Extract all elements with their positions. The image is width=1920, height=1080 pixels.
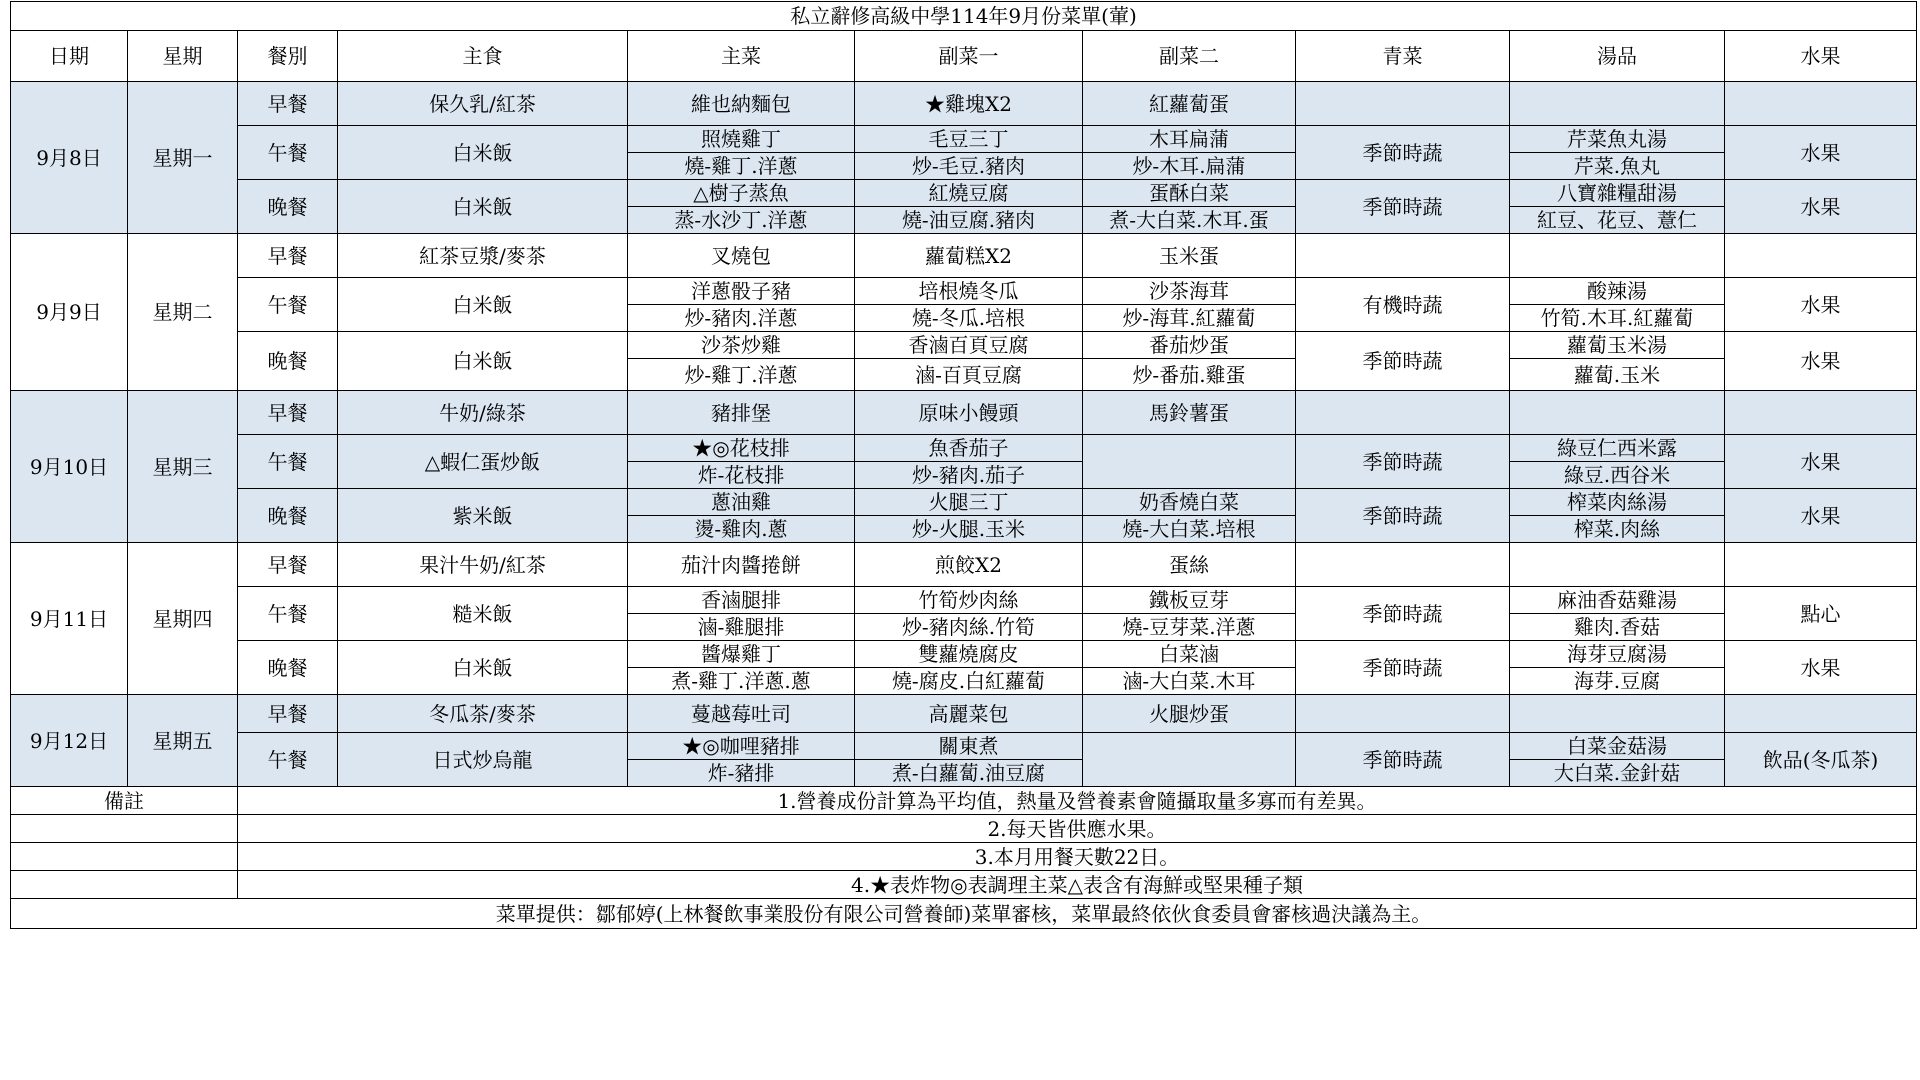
soup-cell xyxy=(1510,695,1725,733)
veg-cell xyxy=(1296,82,1510,126)
side-dish-1-detail: 燒-油豆腐.豬肉 xyxy=(855,207,1083,234)
meal-label: 早餐 xyxy=(238,391,338,435)
column-header: 副菜二 xyxy=(1083,31,1296,82)
side-dish-2-cell: 奶香燒白菜 xyxy=(1083,489,1296,516)
side-dish-1-detail: 燒-冬瓜.培根 xyxy=(855,305,1083,332)
side-dish-1-cell: 煎餃X2 xyxy=(855,543,1083,587)
main-dish-detail: 煮-雞丁.洋蔥.蔥 xyxy=(628,668,855,695)
main-dish-cell: 維也納麵包 xyxy=(628,82,855,126)
meal-label: 午餐 xyxy=(238,278,338,332)
table-row xyxy=(11,278,1917,305)
side-dish-2-cell: 火腿炒蛋 xyxy=(1083,695,1296,733)
menu-sheet xyxy=(10,1,1916,929)
veg-cell: 季節時蔬 xyxy=(1296,435,1510,489)
weekday-cell: 星期二 xyxy=(128,234,238,391)
side-dish-2-cell: 白菜滷 xyxy=(1083,641,1296,668)
fruit-cell: 水果 xyxy=(1725,489,1917,543)
fruit-cell xyxy=(1725,695,1917,733)
side-dish-1-detail: 炒-火腿.玉米 xyxy=(855,516,1083,543)
soup-detail: 綠豆.西谷米 xyxy=(1510,462,1725,489)
fruit-cell: 水果 xyxy=(1725,435,1917,489)
soup-detail: 雞肉.香菇 xyxy=(1510,614,1725,641)
menu-table xyxy=(10,1,1917,929)
meal-label: 早餐 xyxy=(238,234,338,278)
fruit-cell xyxy=(1725,234,1917,278)
veg-cell: 季節時蔬 xyxy=(1296,180,1510,234)
date-cell: 9月10日 xyxy=(11,391,128,543)
side-dish-1-cell: 雙蘿燒腐皮 xyxy=(855,641,1083,668)
meal-label: 早餐 xyxy=(238,543,338,587)
veg-cell xyxy=(1296,391,1510,435)
column-header: 日期 xyxy=(11,31,128,82)
staple-cell: 糙米飯 xyxy=(338,587,628,641)
side-dish-1-cell: 關東煮 xyxy=(855,733,1083,760)
fruit-cell: 點心 xyxy=(1725,587,1917,641)
veg-cell: 季節時蔬 xyxy=(1296,733,1510,787)
side-dish-1-cell: ★雞塊X2 xyxy=(855,82,1083,126)
notes-label: 備註 xyxy=(11,787,238,815)
side-dish-2-detail: 煮-大白菜.木耳.蛋 xyxy=(1083,207,1296,234)
staple-cell: 白米飯 xyxy=(338,126,628,180)
column-header: 主食 xyxy=(338,31,628,82)
side-dish-2-cell: 馬鈴薯蛋 xyxy=(1083,391,1296,435)
side-dish-2-detail: 燒-豆芽菜.洋蔥 xyxy=(1083,614,1296,641)
column-header: 副菜一 xyxy=(855,31,1083,82)
note-row xyxy=(11,787,1917,815)
note-row xyxy=(11,871,1917,899)
soup-detail: 芹菜.魚丸 xyxy=(1510,153,1725,180)
main-dish-detail: 炒-豬肉.洋蔥 xyxy=(628,305,855,332)
table-row xyxy=(11,82,1917,126)
veg-cell xyxy=(1296,543,1510,587)
side-dish-1-detail: 煮-白蘿蔔.油豆腐 xyxy=(855,760,1083,787)
side-dish-2-detail: 炒-木耳.扁蒲 xyxy=(1083,153,1296,180)
side-dish-1-cell: 培根燒冬瓜 xyxy=(855,278,1083,305)
table-row xyxy=(11,587,1917,614)
side-dish-1-cell: 原味小饅頭 xyxy=(855,391,1083,435)
note-item: 3.本月用餐天數22日。 xyxy=(238,843,1917,871)
fruit-cell: 水果 xyxy=(1725,278,1917,332)
fruit-cell xyxy=(1725,82,1917,126)
side-dish-2-cell: 蛋絲 xyxy=(1083,543,1296,587)
main-dish-cell: 蔓越莓吐司 xyxy=(628,695,855,733)
table-row xyxy=(11,641,1917,668)
meal-label: 午餐 xyxy=(238,587,338,641)
veg-cell: 季節時蔬 xyxy=(1296,587,1510,641)
staple-cell: 冬瓜茶/麥茶 xyxy=(338,695,628,733)
meal-label: 午餐 xyxy=(238,733,338,787)
main-dish-cell: ★◎咖哩豬排 xyxy=(628,733,855,760)
staple-cell: △蝦仁蛋炒飯 xyxy=(338,435,628,489)
soup-cell: 芹菜魚丸湯 xyxy=(1510,126,1725,153)
staple-cell: 白米飯 xyxy=(338,278,628,332)
soup-cell: 麻油香菇雞湯 xyxy=(1510,587,1725,614)
soup-detail: 紅豆、花豆、薏仁 xyxy=(1510,207,1725,234)
main-dish-cell: 香滷腿排 xyxy=(628,587,855,614)
side-dish-1-detail: 炒-毛豆.豬肉 xyxy=(855,153,1083,180)
soup-detail: 竹筍.木耳.紅蘿蔔 xyxy=(1510,305,1725,332)
veg-cell: 季節時蔬 xyxy=(1296,332,1510,391)
soup-cell xyxy=(1510,82,1725,126)
table-row xyxy=(11,489,1917,516)
soup-cell: 綠豆仁西米露 xyxy=(1510,435,1725,462)
table-row xyxy=(11,126,1917,153)
veg-cell: 季節時蔬 xyxy=(1296,641,1510,695)
main-dish-cell: 豬排堡 xyxy=(628,391,855,435)
main-dish-cell: 洋蔥骰子豬 xyxy=(628,278,855,305)
fruit-cell: 水果 xyxy=(1725,180,1917,234)
meal-label: 早餐 xyxy=(238,695,338,733)
soup-cell xyxy=(1510,234,1725,278)
notes-label-empty xyxy=(11,871,238,899)
weekday-cell: 星期四 xyxy=(128,543,238,695)
table-row xyxy=(11,332,1917,359)
side-dish-2-detail: 燒-大白菜.培根 xyxy=(1083,516,1296,543)
side-dish-1-detail: 炒-豬肉.茄子 xyxy=(855,462,1083,489)
date-cell: 9月12日 xyxy=(11,695,128,787)
fruit-cell: 飲品(冬瓜茶) xyxy=(1725,733,1917,787)
table-row xyxy=(11,695,1917,733)
side-dish-1-cell: 香滷百頁豆腐 xyxy=(855,332,1083,359)
table-row xyxy=(11,234,1917,278)
main-dish-detail: 燙-雞肉.蔥 xyxy=(628,516,855,543)
main-dish-detail: 蒸-水沙丁.洋蔥 xyxy=(628,207,855,234)
soup-cell: 榨菜肉絲湯 xyxy=(1510,489,1725,516)
side-dish-2-cell xyxy=(1083,435,1296,489)
side-dish-1-cell: 蘿蔔糕X2 xyxy=(855,234,1083,278)
fruit-cell: 水果 xyxy=(1725,126,1917,180)
soup-cell: 八寶雜糧甜湯 xyxy=(1510,180,1725,207)
column-header: 湯品 xyxy=(1510,31,1725,82)
note-row xyxy=(11,815,1917,843)
veg-cell: 有機時蔬 xyxy=(1296,278,1510,332)
meal-label: 早餐 xyxy=(238,82,338,126)
main-dish-cell: ★◎花枝排 xyxy=(628,435,855,462)
note-item: 2.每天皆供應水果。 xyxy=(238,815,1917,843)
column-header: 星期 xyxy=(128,31,238,82)
weekday-cell: 星期一 xyxy=(128,82,238,234)
weekday-cell: 星期五 xyxy=(128,695,238,787)
date-cell: 9月9日 xyxy=(11,234,128,391)
veg-cell xyxy=(1296,695,1510,733)
veg-cell: 季節時蔬 xyxy=(1296,489,1510,543)
side-dish-2-cell: 沙茶海茸 xyxy=(1083,278,1296,305)
side-dish-1-detail: 燒-腐皮.白紅蘿蔔 xyxy=(855,668,1083,695)
side-dish-2-detail: 滷-大白菜.木耳 xyxy=(1083,668,1296,695)
staple-cell: 牛奶/綠茶 xyxy=(338,391,628,435)
staple-cell: 果汁牛奶/紅茶 xyxy=(338,543,628,587)
meal-label: 晚餐 xyxy=(238,180,338,234)
side-dish-1-cell: 火腿三丁 xyxy=(855,489,1083,516)
soup-cell: 酸辣湯 xyxy=(1510,278,1725,305)
staple-cell: 白米飯 xyxy=(338,641,628,695)
soup-detail: 大白菜.金針菇 xyxy=(1510,760,1725,787)
main-dish-detail: 炒-雞丁.洋蔥 xyxy=(628,359,855,391)
side-dish-1-cell: 紅燒豆腐 xyxy=(855,180,1083,207)
soup-detail: 榨菜.肉絲 xyxy=(1510,516,1725,543)
side-dish-1-detail: 滷-百頁豆腐 xyxy=(855,359,1083,391)
fruit-cell xyxy=(1725,543,1917,587)
staple-cell: 白米飯 xyxy=(338,180,628,234)
main-dish-cell: 蔥油雞 xyxy=(628,489,855,516)
table-row xyxy=(11,733,1917,760)
footer-row xyxy=(11,899,1917,929)
table-row xyxy=(11,543,1917,587)
main-dish-cell: 醬爆雞丁 xyxy=(628,641,855,668)
notes-label-empty xyxy=(11,815,238,843)
staple-cell: 紅茶豆漿/麥茶 xyxy=(338,234,628,278)
main-dish-cell: 沙茶炒雞 xyxy=(628,332,855,359)
menu-provider-note: 菜單提供：鄒郁婷(上林餐飲事業股份有限公司營養師)菜單審核，菜單最終依伙食委員會審核過決議為主。 xyxy=(11,899,1917,929)
main-dish-cell: 茄汁肉醬捲餅 xyxy=(628,543,855,587)
side-dish-2-cell: 紅蘿蔔蛋 xyxy=(1083,82,1296,126)
side-dish-1-cell: 魚香茄子 xyxy=(855,435,1083,462)
main-dish-detail: 炸-花枝排 xyxy=(628,462,855,489)
soup-cell: 海芽豆腐湯 xyxy=(1510,641,1725,668)
column-header: 餐別 xyxy=(238,31,338,82)
meal-label: 晚餐 xyxy=(238,641,338,695)
side-dish-1-detail: 炒-豬肉絲.竹筍 xyxy=(855,614,1083,641)
side-dish-2-cell: 木耳扁蒲 xyxy=(1083,126,1296,153)
table-row xyxy=(11,180,1917,207)
meal-label: 晚餐 xyxy=(238,332,338,391)
staple-cell: 紫米飯 xyxy=(338,489,628,543)
side-dish-2-cell: 番茄炒蛋 xyxy=(1083,332,1296,359)
meal-label: 午餐 xyxy=(238,435,338,489)
staple-cell: 保久乳/紅茶 xyxy=(338,82,628,126)
soup-cell: 白菜金菇湯 xyxy=(1510,733,1725,760)
side-dish-2-cell: 玉米蛋 xyxy=(1083,234,1296,278)
side-dish-2-cell: 蛋酥白菜 xyxy=(1083,180,1296,207)
page-title: 私立辭修高級中學114年9月份菜單(葷) xyxy=(11,2,1917,31)
fruit-cell: 水果 xyxy=(1725,332,1917,391)
side-dish-2-cell: 鐵板豆芽 xyxy=(1083,587,1296,614)
meal-label: 晚餐 xyxy=(238,489,338,543)
column-header: 青菜 xyxy=(1296,31,1510,82)
header-row xyxy=(11,31,1917,82)
main-dish-detail: 滷-雞腿排 xyxy=(628,614,855,641)
veg-cell: 季節時蔬 xyxy=(1296,126,1510,180)
note-row xyxy=(11,843,1917,871)
soup-detail: 海芽.豆腐 xyxy=(1510,668,1725,695)
main-dish-detail: 炸-豬排 xyxy=(628,760,855,787)
meal-label: 午餐 xyxy=(238,126,338,180)
soup-cell xyxy=(1510,391,1725,435)
staple-cell: 日式炒烏龍 xyxy=(338,733,628,787)
side-dish-2-detail: 炒-番茄.雞蛋 xyxy=(1083,359,1296,391)
note-item: 1.營養成份計算為平均值，熱量及營養素會隨攝取量多寡而有差異。 xyxy=(238,787,1917,815)
soup-cell: 蘿蔔玉米湯 xyxy=(1510,332,1725,359)
soup-detail: 蘿蔔.玉米 xyxy=(1510,359,1725,391)
veg-cell xyxy=(1296,234,1510,278)
side-dish-1-cell: 竹筍炒肉絲 xyxy=(855,587,1083,614)
table-row xyxy=(11,435,1917,462)
date-cell: 9月8日 xyxy=(11,82,128,234)
main-dish-cell: △樹子蒸魚 xyxy=(628,180,855,207)
fruit-cell: 水果 xyxy=(1725,641,1917,695)
side-dish-1-cell: 毛豆三丁 xyxy=(855,126,1083,153)
soup-cell xyxy=(1510,543,1725,587)
side-dish-2-detail: 炒-海茸.紅蘿蔔 xyxy=(1083,305,1296,332)
note-item: 4.★表炸物◎表調理主菜△表含有海鮮或堅果種子類 xyxy=(238,871,1917,899)
staple-cell: 白米飯 xyxy=(338,332,628,391)
main-dish-cell: 叉燒包 xyxy=(628,234,855,278)
fruit-cell xyxy=(1725,391,1917,435)
side-dish-1-cell: 高麗菜包 xyxy=(855,695,1083,733)
side-dish-2-cell xyxy=(1083,733,1296,787)
table-row xyxy=(11,391,1917,435)
date-cell: 9月11日 xyxy=(11,543,128,695)
column-header: 主菜 xyxy=(628,31,855,82)
main-dish-detail: 燒-雞丁.洋蔥 xyxy=(628,153,855,180)
notes-label-empty xyxy=(11,843,238,871)
weekday-cell: 星期三 xyxy=(128,391,238,543)
main-dish-cell: 照燒雞丁 xyxy=(628,126,855,153)
column-header: 水果 xyxy=(1725,31,1917,82)
